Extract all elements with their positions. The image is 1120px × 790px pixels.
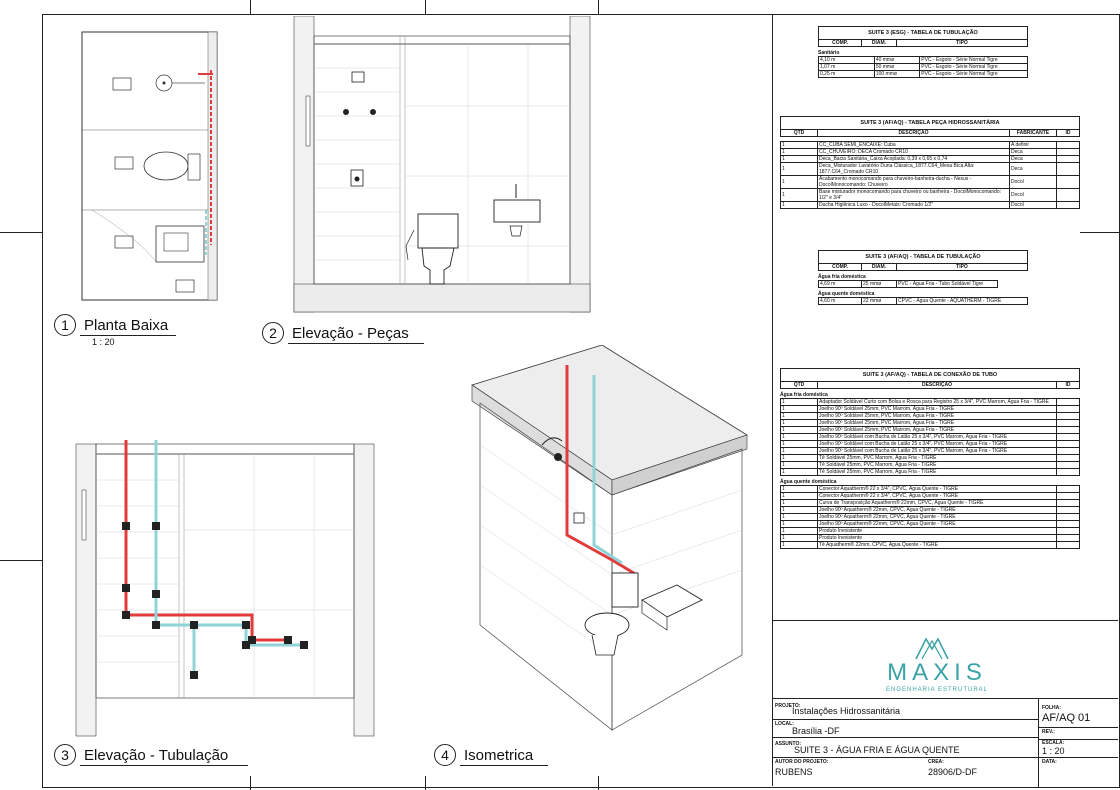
table-cell: CPVC - Água Quente - AQUATHERM - TIGRE xyxy=(897,298,1028,305)
grid-tick xyxy=(0,232,42,233)
grid-tick xyxy=(1080,232,1120,233)
table-cell: 1 xyxy=(781,469,818,476)
table-header: TIPO xyxy=(897,264,1028,271)
table-cell: 1 xyxy=(781,441,818,448)
table-row xyxy=(781,500,1080,507)
table-cell: Deca_Misturador Lavatório Duna Clássica_1877.C64_Mesa Bica Alta: 1877.C64_Cromado CR10 xyxy=(818,163,1010,176)
table-cell: Deca xyxy=(1010,163,1057,176)
table-cell: 1 xyxy=(781,528,818,535)
rev-label: REV.: xyxy=(1042,729,1055,735)
table-cell xyxy=(1057,399,1080,406)
table-cell: Base misturador monocomando para chuveiro ou banheira - DocolMonocomando: 1/2" e 3/4" xyxy=(818,189,1010,202)
autor-value: RUBENS xyxy=(775,767,813,777)
table-section: Água quente doméstica xyxy=(818,291,875,297)
table-cell: Produto Inexistente xyxy=(818,528,1057,535)
table-cell xyxy=(1057,163,1080,176)
table-cell: 1 xyxy=(781,507,818,514)
table-cell xyxy=(1057,441,1080,448)
table-cell xyxy=(1057,455,1080,462)
table-cell: 1 xyxy=(781,500,818,507)
folha-label: FOLHA: xyxy=(1042,705,1061,711)
table-row xyxy=(781,514,1080,521)
table-title: SUITE 3 (ESG) - TABELA DE TUBULAÇÃO xyxy=(819,27,1028,40)
table-cell: 1 xyxy=(781,486,818,493)
table-cell: 40 mmø xyxy=(874,57,919,64)
table-cell: 22 mmø xyxy=(862,298,897,305)
table-cell: 50 mmø xyxy=(874,64,919,71)
table-cell: Joelho 90º Soldável 25mm, PVC Marrom, Água Fria - TIGRE xyxy=(818,420,1057,427)
table-cell: A definir xyxy=(1010,142,1057,149)
conexao-cold-rows xyxy=(780,398,1080,476)
table-row xyxy=(781,493,1080,500)
title-block-divider xyxy=(772,757,1118,758)
table-header: QTD xyxy=(781,382,818,389)
view-label-pecas xyxy=(262,322,424,344)
table-cell: PVC - Esgoto - Série Normal Tigre xyxy=(920,64,1028,71)
view-scale: 1 : 20 xyxy=(92,337,115,347)
table-row xyxy=(781,142,1080,149)
table-cell: 1 xyxy=(781,156,818,163)
table-cell: Joelho 90º Soldável 25mm, PVC Marrom, Água Fria - TIGRE xyxy=(818,427,1057,434)
table-section: Sanitário xyxy=(818,50,840,56)
table-cell xyxy=(1057,462,1080,469)
table-cell: Conector Aquatherm® 22 x 3/4", CPVC, Água Quente - TIGRE xyxy=(818,486,1057,493)
table-row xyxy=(781,521,1080,528)
table-header: DIÂM. xyxy=(862,264,897,271)
title-block-logo-area xyxy=(772,620,1118,699)
table-cell: 1 xyxy=(781,142,818,149)
isometric-drawing xyxy=(462,345,752,735)
view-title: Isometrica xyxy=(460,747,548,766)
maxis-logo-icon xyxy=(914,635,950,661)
table-cell xyxy=(1057,413,1080,420)
table-cell xyxy=(1057,500,1080,507)
conexao-hot-rows xyxy=(780,485,1080,549)
table-cell: 4,69 m xyxy=(819,281,862,288)
grid-tick xyxy=(250,776,251,790)
table-section: Água fria doméstica xyxy=(818,274,866,280)
table-cell: 1 xyxy=(781,399,818,406)
title-block xyxy=(772,698,1118,787)
table-cell: 1 xyxy=(781,493,818,500)
table-cell xyxy=(1057,448,1080,455)
table-cell: Tê Soldável 25mm, PVC Marrom, Água Fria - TIGRE xyxy=(818,469,1057,476)
table-row xyxy=(781,413,1080,420)
title-block-divider xyxy=(1038,727,1118,728)
esgoto-rows xyxy=(818,56,1028,78)
table-cell: 1 xyxy=(781,176,818,189)
table-header: QTD xyxy=(781,130,818,137)
table-row xyxy=(781,441,1080,448)
grid-tick xyxy=(250,0,251,14)
table-header: DESCRIÇÃO xyxy=(818,382,1057,389)
table-cell: Acabamento monocomando para chuveiro-banheira-ducha - Nexus - DocolMonocomando: Chuveiro xyxy=(818,176,1010,189)
table-title: SUITE 3 (AF/AQ) - TABELA PEÇA HIDROSSANITÁRIA xyxy=(781,117,1080,130)
table-row xyxy=(781,469,1080,476)
table-cell: 1 xyxy=(781,406,818,413)
table-header: ID xyxy=(1057,382,1080,389)
table-cell: 1 xyxy=(781,149,818,156)
table-cell: 4,10 m xyxy=(819,57,875,64)
table-row xyxy=(781,462,1080,469)
table-cell: 1 xyxy=(781,189,818,202)
view-number: 1 xyxy=(54,314,76,336)
table-cell xyxy=(1057,406,1080,413)
view-label-tubulacao xyxy=(54,744,248,766)
table-row xyxy=(781,163,1080,176)
table-cell: Joelho 90º Soldável com Bucha de Latão 25 x 3/4", PVC Marrom, Água Fria - TIGRE xyxy=(818,434,1057,441)
view-label-planta xyxy=(54,314,176,336)
table-cell xyxy=(1057,535,1080,542)
table-cell: Adaptador Soldável Curto com Bolsa e Rosca para Registro 25 x 3/4", PVC Marrom, Água Fria - TIGRE xyxy=(818,399,1057,406)
table-row xyxy=(781,156,1080,163)
table-row xyxy=(781,176,1080,189)
table-cell: Docol xyxy=(1010,176,1057,189)
escala-value: 1 : 20 xyxy=(1042,746,1065,756)
table-cell: 1 xyxy=(781,202,818,209)
autor-label: AUTOR DO PROJETO: xyxy=(775,759,829,765)
table-pecas xyxy=(780,116,1080,209)
assunto-label: ASSUNTO: xyxy=(775,741,802,747)
table-cell xyxy=(1057,189,1080,202)
grid-tick xyxy=(425,0,426,14)
table-cell: 0,25 m xyxy=(819,71,875,78)
table-row xyxy=(781,202,1080,209)
crea-value: 28906/D-DF xyxy=(928,767,978,777)
table-cell xyxy=(1057,507,1080,514)
table-tubulacao xyxy=(818,250,1028,305)
table-cell: Deca xyxy=(1010,156,1057,163)
grid-tick xyxy=(598,776,599,790)
table-cell: Tê Aquatherm® 22mm, CPVC, Água Quente - TIGRE xyxy=(818,542,1057,549)
table-row xyxy=(781,434,1080,441)
table-cell xyxy=(1057,514,1080,521)
afaq-cold-rows xyxy=(818,280,998,288)
floor-plan-drawing xyxy=(80,30,230,310)
fixtures-elevation-drawing xyxy=(288,16,593,316)
table-header: TIPO xyxy=(897,40,1028,47)
local-value: Brasília -DF xyxy=(792,726,840,736)
table-cell: 100 mmø xyxy=(874,71,919,78)
table-title: SUITE 3 (AF/AQ) - TABELA DE CONEXÃO DE TUBO xyxy=(781,369,1080,382)
table-cell xyxy=(1057,521,1080,528)
table-cell: Curva de Transposição Aquatherm® 22mm, CPVC, Água Quente - TIGRE xyxy=(818,500,1057,507)
table-cell xyxy=(1057,202,1080,209)
table-cell: Tê Soldável 25mm, PVC Marrom, Água Fria - TIGRE xyxy=(818,455,1057,462)
table-cell xyxy=(1057,486,1080,493)
table-cell: 1 xyxy=(781,462,818,469)
logo-tagline: ENGENHARIA ESTRUTURAL xyxy=(885,687,988,693)
table-cell xyxy=(1057,434,1080,441)
table-cell: 1 xyxy=(781,163,818,176)
table-esgoto xyxy=(818,26,1028,78)
data-label: DATA: xyxy=(1042,759,1057,765)
crea-label: CREA: xyxy=(928,759,944,765)
table-cell: 1 xyxy=(781,427,818,434)
escala-label: ESCALA: xyxy=(1042,740,1065,746)
table-cell: 1 xyxy=(781,514,818,521)
table-header: ID xyxy=(1057,130,1080,137)
table-cell: Docol xyxy=(1010,189,1057,202)
table-cell: PVC - Água Fria - Tubo Soldável Tigre xyxy=(897,281,998,288)
grid-tick xyxy=(0,560,42,561)
table-cell: 1 xyxy=(781,455,818,462)
table-cell: 1 xyxy=(781,535,818,542)
table-cell: Deca xyxy=(1010,149,1057,156)
table-row xyxy=(819,71,1028,78)
table-cell: 4,60 m xyxy=(819,298,862,305)
table-cell xyxy=(1057,149,1080,156)
table-cell: Joelho 90º Aquatherm® 22mm, CPVC, Água Quente - TIGRE xyxy=(818,507,1057,514)
table-cell: CC_CUBA SEMI_ENCAIXE: Cuba xyxy=(818,142,1010,149)
grid-tick xyxy=(425,776,426,790)
table-cell: Docol xyxy=(1010,202,1057,209)
table-cell: Conector Aquatherm® 22 x 3/4", CPVC, Água Quente - TIGRE xyxy=(818,493,1057,500)
table-row xyxy=(781,420,1080,427)
afaq-hot-rows xyxy=(818,297,1028,305)
table-cell: 1 xyxy=(781,413,818,420)
table-cell xyxy=(1057,427,1080,434)
table-header: FABRICANTE xyxy=(1010,130,1057,137)
table-row xyxy=(819,281,998,288)
table-row xyxy=(781,448,1080,455)
table-cell: Joelho 90º Soldável 25mm, PVC Marrom, Água Fria - TIGRE xyxy=(818,406,1057,413)
projeto-label: PROJETO: xyxy=(775,703,801,709)
table-row xyxy=(819,298,1028,305)
table-row xyxy=(781,399,1080,406)
table-row xyxy=(819,57,1028,64)
table-cell xyxy=(1057,420,1080,427)
table-cell: Ducha Higiênica Luxo - DocolMetais: Cromado 1/2" xyxy=(818,202,1010,209)
grid-tick xyxy=(598,0,599,14)
table-cell xyxy=(1057,156,1080,163)
view-number: 2 xyxy=(262,322,284,344)
table-cell: PVC - Esgoto - Série Normal Tigre xyxy=(920,57,1028,64)
table-row xyxy=(781,535,1080,542)
logo-name: MAXIS xyxy=(887,659,987,686)
table-cell xyxy=(1057,469,1080,476)
table-cell: CC_CHUVEIRO: DECA Cromado CR10 xyxy=(818,149,1010,156)
table-cell: Joelho 90º Soldável com Bucha de Latão 25 x 3/4", PVC Marrom, Água Fria - TIGRE xyxy=(818,441,1057,448)
table-cell xyxy=(1057,542,1080,549)
table-row xyxy=(781,528,1080,535)
table-cell: Joelho 90º Aquatherm® 22mm, CPVC, Água Quente - TIGRE xyxy=(818,521,1057,528)
folha-value: AF/AQ 01 xyxy=(1042,712,1091,724)
table-cell: 1,07 m xyxy=(819,64,875,71)
table-header: DESCRIÇÃO xyxy=(818,130,1010,137)
table-header: COMP. xyxy=(819,264,862,271)
table-section: Água fria doméstica xyxy=(780,392,828,398)
table-row xyxy=(781,189,1080,202)
view-number: 4 xyxy=(434,744,456,766)
table-cell xyxy=(1057,176,1080,189)
title-block-divider xyxy=(772,737,1038,738)
table-cell: PVC - Esgoto - Série Normal Tigre xyxy=(920,71,1028,78)
table-cell: Joelho 90º Aquatherm® 22mm, CPVC, Água Quente - TIGRE xyxy=(818,514,1057,521)
table-cell: Deca_Bacia Sanitária_Caixa Acoplada: 0,39 x 0,65 x 0,74 xyxy=(818,156,1010,163)
view-title: Elevação - Tubulação xyxy=(80,747,248,766)
table-cell: Joelho 90º Soldável 25mm, PVC Marrom, Água Fria - TIGRE xyxy=(818,413,1057,420)
table-cell: 1 xyxy=(781,448,818,455)
table-cell: 1 xyxy=(781,542,818,549)
table-cell: Tê Soldável 25mm, PVC Marrom, Água Fria - TIGRE xyxy=(818,462,1057,469)
local-label: LOCAL: xyxy=(775,721,794,727)
table-conexao xyxy=(780,368,1080,549)
assunto-value: SUITE 3 - ÁGUA FRIA E ÁGUA QUENTE xyxy=(794,745,960,755)
title-block-divider xyxy=(772,719,1038,720)
table-cell xyxy=(1057,142,1080,149)
table-row xyxy=(781,149,1080,156)
projeto-value: Instalações Hidrossanitária xyxy=(792,706,901,716)
title-block-divider xyxy=(1038,699,1039,787)
table-cell xyxy=(1057,493,1080,500)
table-row xyxy=(781,406,1080,413)
table-cell: 1 xyxy=(781,521,818,528)
pecas-rows xyxy=(780,141,1080,209)
table-row xyxy=(819,64,1028,71)
table-cell: 1 xyxy=(781,420,818,427)
table-title: SUITE 3 (AF/AQ) - TABELA DE TUBULAÇÃO xyxy=(819,251,1028,264)
table-cell: 1 xyxy=(781,434,818,441)
table-row xyxy=(781,427,1080,434)
table-header: DIÂM. xyxy=(862,40,897,47)
table-cell xyxy=(1057,528,1080,535)
table-row xyxy=(781,455,1080,462)
view-number: 3 xyxy=(54,744,76,766)
table-cell: Produto Inexistente xyxy=(818,535,1057,542)
view-label-isometrica xyxy=(434,744,548,766)
table-cell: 25 mmø xyxy=(862,281,897,288)
table-section: Água quente doméstica xyxy=(780,479,837,485)
table-row xyxy=(781,486,1080,493)
table-cell: Joelho 90º Soldável com Bucha de Latão 25 x 3/4", PVC Marrom, Água Fria - TIGRE xyxy=(818,448,1057,455)
table-row xyxy=(781,507,1080,514)
table-row xyxy=(781,542,1080,549)
view-title: Planta Baixa xyxy=(80,317,176,336)
view-title: Elevação - Peças xyxy=(288,325,424,344)
table-header: COMP. xyxy=(819,40,862,47)
piping-elevation-drawing xyxy=(74,440,379,740)
